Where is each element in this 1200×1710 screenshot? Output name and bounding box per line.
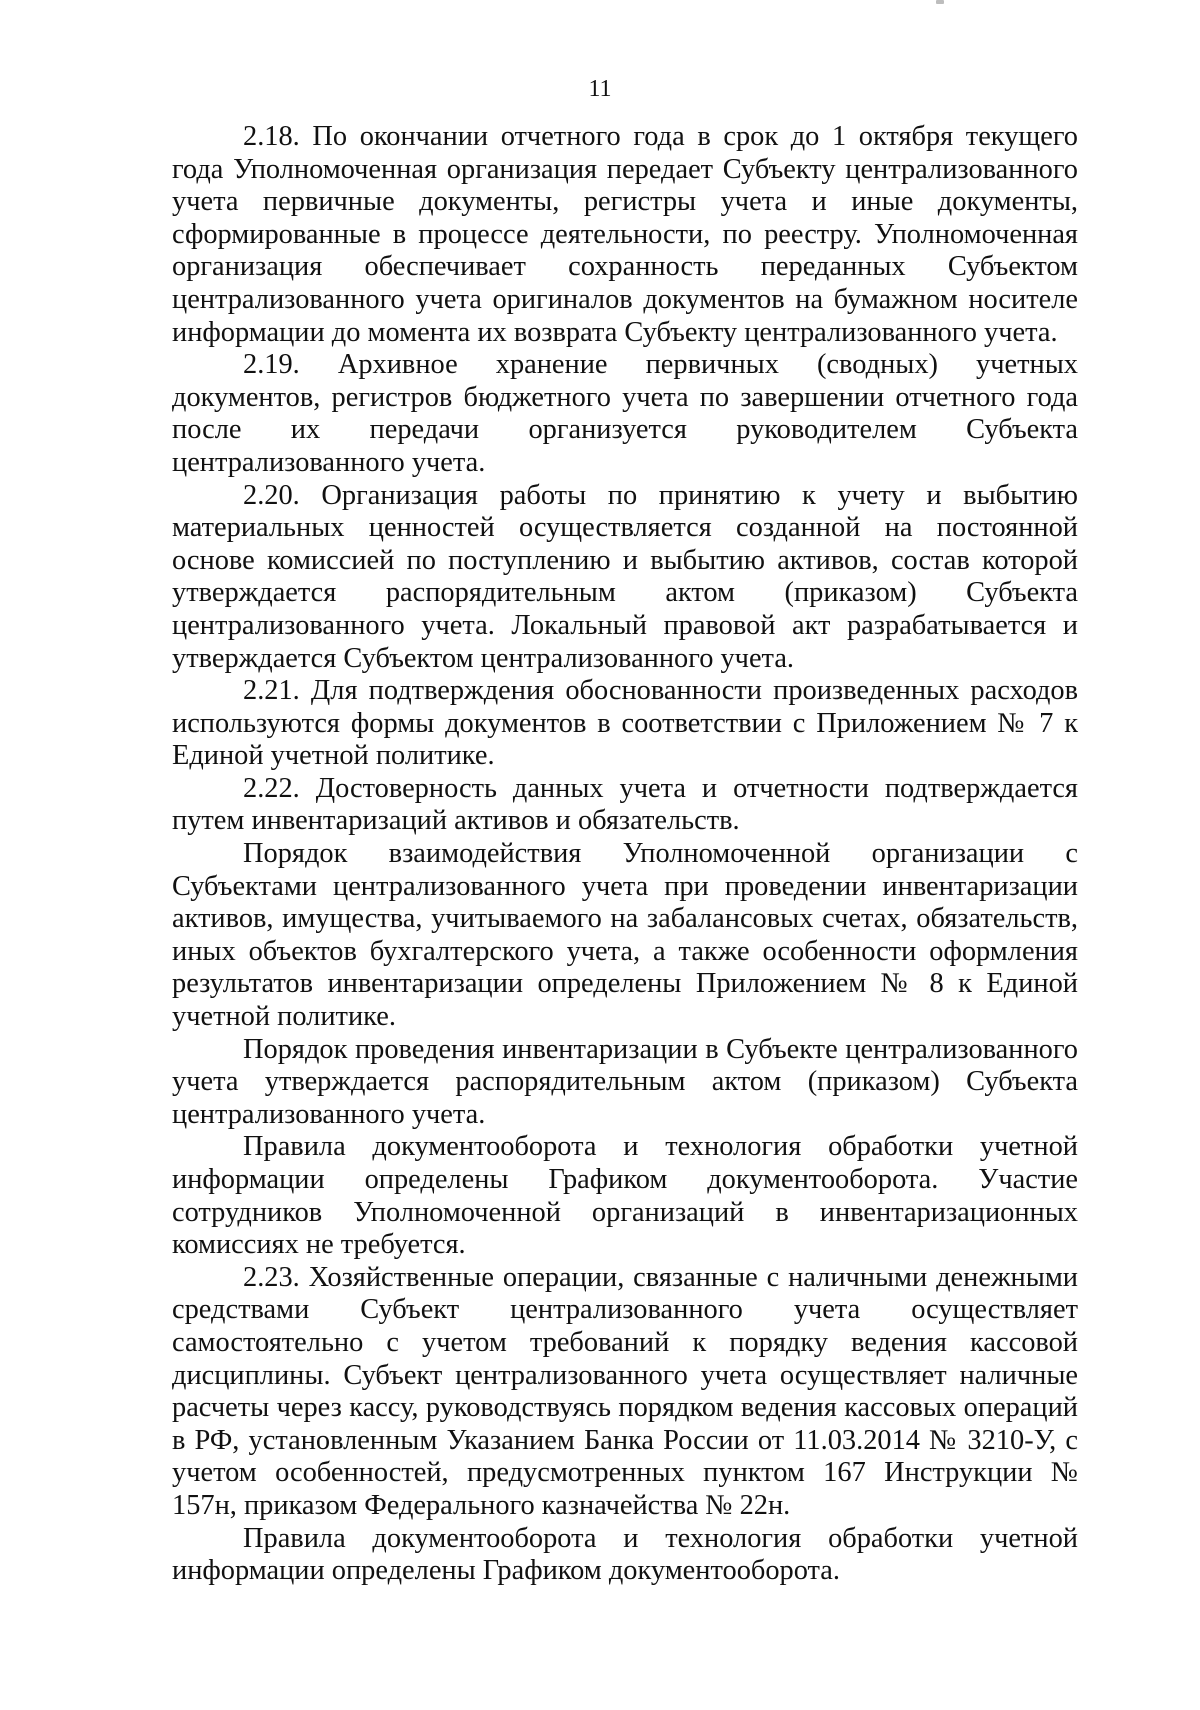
paragraph-inventory-interaction: Порядок взаимодействия Уполномоченной организации с Субъектами централизованного учета при проведении инвентаризации активов, имущества, учитываемого на забалансовых счетах, обязательств, иных объектов бухгалтерского учета, а также особенности оформления результатов инвентаризации определены Приложением № 8 к Единой учетной политике. xyxy=(172,838,1078,1033)
paragraph-2-21: 2.21. Для подтверждения обоснованности произведенных расходов используются формы документов в соответствии с Приложением № 7 к Единой учетной политике. xyxy=(172,675,1078,772)
document-body xyxy=(172,121,1078,1588)
paragraph-2-20: 2.20. Организация работы по принятию к учету и выбытию материальных ценностей осуществляется созданной на постоянной основе комиссией по поступлению и выбытию активов, состав которой утверждается распорядительным актом (приказом) Субъекта централизованного учета. Локальный правовой акт разрабатывается и утверждается Субъектом централизованного учета. xyxy=(172,479,1078,674)
paragraph-2-18: 2.18. По окончании отчетного года в срок до 1 октября текущего года Уполномоченная организация передает Субъекту централизованного учета первичные документы, регистры учета и иные документы, сформированные в процессе деятельности, по реестру. Уполномоченная организация обеспечивает сохранность переданных Субъектом централизованного учета оригиналов документов на бумажном носителе информации до момента их возврата Субъекту централизованного учета. xyxy=(172,121,1078,348)
paragraph-2-19: 2.19. Архивное хранение первичных (сводных) учетных документов, регистров бюджетного учета по завершении отчетного года после их передачи организуется руководителем Субъекта централизованного учета. xyxy=(172,349,1078,478)
paragraph-2-22: 2.22. Достоверность данных учета и отчетности подтверждается путем инвентаризаций активов и обязательств. xyxy=(172,772,1078,837)
paragraph-final-document-flow: Правила документооборота и технология обработки учетной информации определены Графиком документооборота. xyxy=(172,1522,1078,1587)
paragraph-2-23: 2.23. Хозяйственные операции, связанные с наличными денежными средствами Субъект централизованного учета осуществляет самостоятельно с учетом требований к порядку ведения кассовой дисциплины. Субъект централизованного учета осуществляет наличные расчеты через кассу, руководствуясь порядком ведения кассовых операций в РФ, установленным Указанием Банка России от 11.03.2014 № 3210-У, с учетом особенностей, предусмотренных пунктом 167 Инструкции № 157н, приказом Федерального казначейства № 22н. xyxy=(172,1261,1078,1521)
page-number: 11 xyxy=(588,76,612,102)
paragraph-inventory-procedure: Порядок проведения инвентаризации в Субъекте централизованного учета утверждается распорядительным актом (приказом) Субъекта централизованного учета. xyxy=(172,1033,1078,1130)
paragraph-document-flow-rules: Правила документооборота и технология обработки учетной информации определены Графиком документооборота. Участие сотрудников Уполномоченной организаций в инвентаризационных комиссиях не требуется. xyxy=(172,1131,1078,1261)
scan-artifact-mark xyxy=(936,0,944,4)
